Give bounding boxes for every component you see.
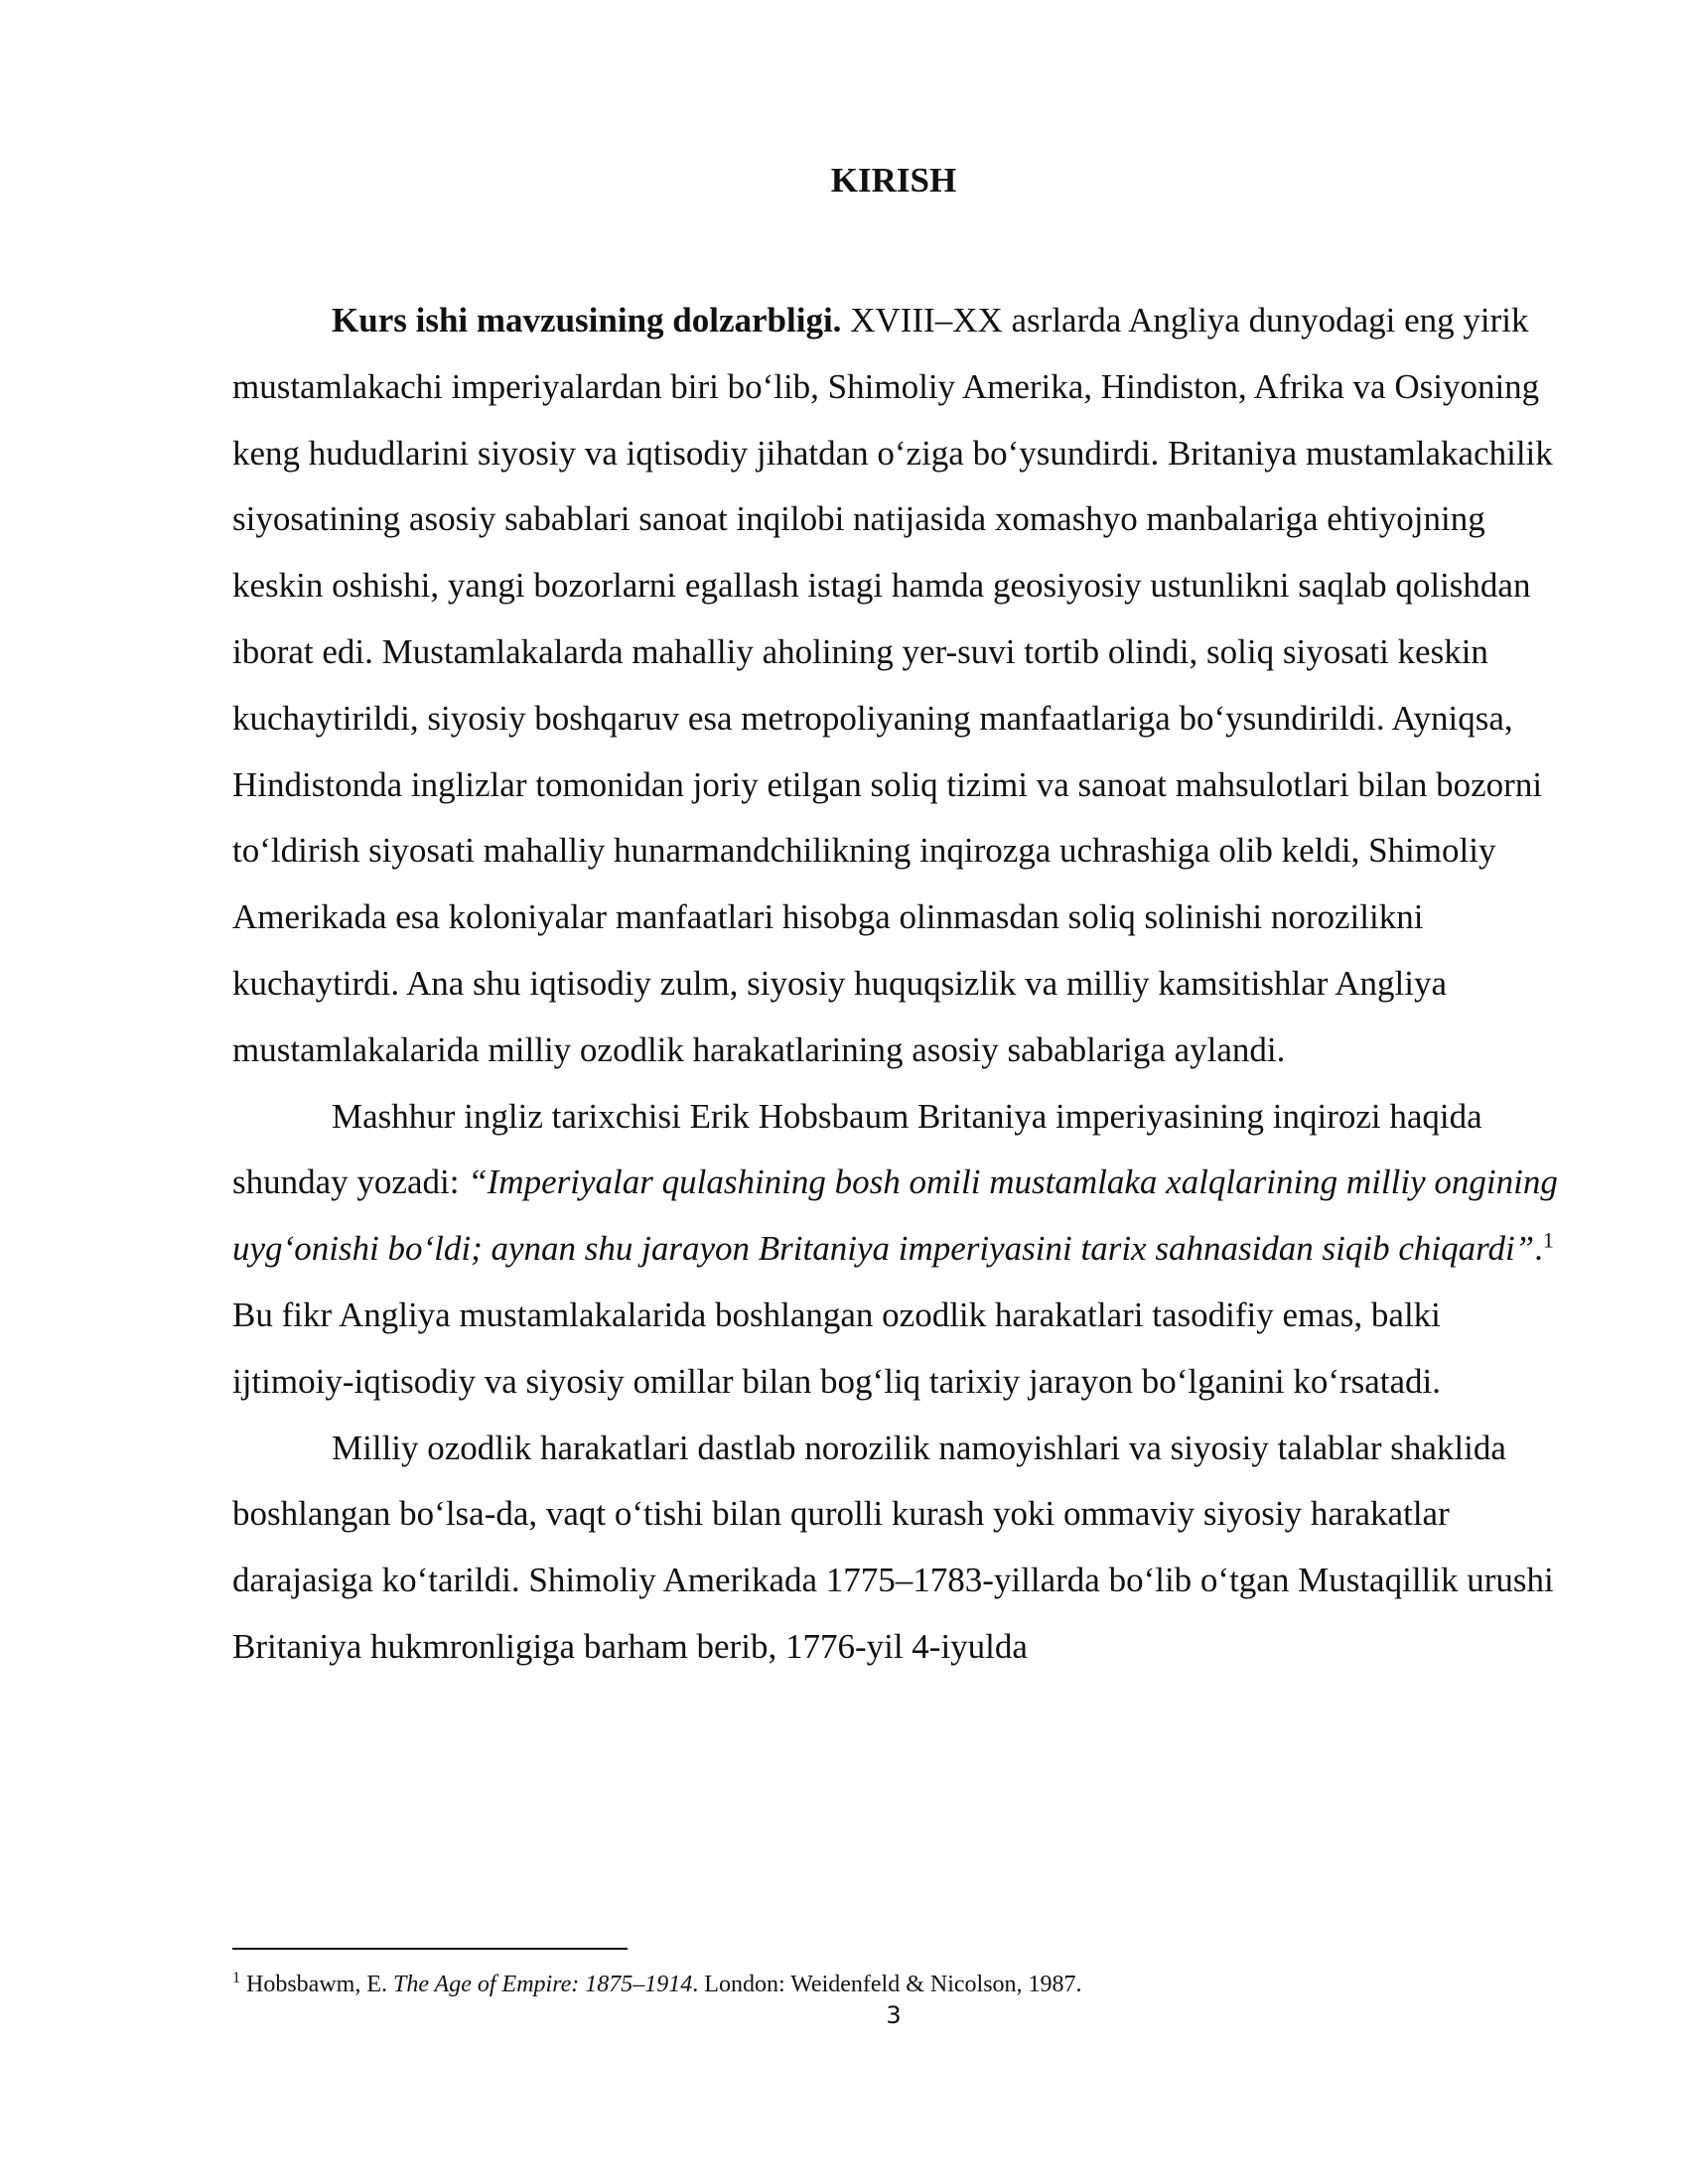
footnote-book-title: The Age of Empire: 1875–1914 — [392, 1972, 693, 1997]
paragraph-text: XVIII–XX asrlarda Angliya dunyodagi eng yirik mustamlakachi imperiyalardan biri bo‘lib, Shimoliy Amerika, Hindiston, Afrika va Osiyoning keng hududlarini siyosiy va iqtisodiy jihatdan o‘ziga bo‘ysundirdi. Britaniya mustamlakachilik siyosatining asosiy sabablari sanoat inqilobi natijasida xomashyo manbalariga ehtiyojning keskin oshishi, yangi bozorlarni egallash istagi hamda geosiyosiy ustunlikni saqlab qolishdan iborat edi. Mustamlakalarda mahalliy aholining yer-suvi tortib olindi, soliq siyosati keskin kuchaytirildi, siyosiy boshqaruv esa metropoliyaning manfaatlariga bo‘ysundirildi. Ayniqsa, Hindistonda inglizlar tomonidan joriy etilgan soliq tizimi va sanoat mahsulotlari bilan bozorni to‘ldirish siyosati mahalliy hunarmandchilikning inqirozga uchrashiga olib keldi, Shimoliy Amerikada esa koloniyalar manfaatlari hisobga olinmasdan soliq solinishi norozilikni kuchaytirdi. Ana shu iqtisodiy zulm, siyosiy huquqsizlik va milliy kamsitishlar Angliya mustamlakalarida milliy ozodlik harakatlarining asosiy sabablariga aylandi. — [232, 301, 1553, 1069]
quotation: “Imperiyalar qulashining bosh omili mustamlaka xalqlarining milliy ongining uyg‘onishi bo‘ldi; aynan shu jarayon Britaniya imperiyasini tarix sahnasidan siqib chiqardi” — [232, 1162, 1558, 1269]
footnote-reference[interactable]: 1 — [1542, 1227, 1554, 1253]
paragraph-lead: Kurs ishi mavzusining dolzarbligi. — [332, 301, 842, 340]
footnote-author: Hobsbawm, E. — [240, 1972, 393, 1997]
section-heading: KIRISH — [830, 161, 957, 200]
quote-period: . — [1534, 1229, 1543, 1269]
paragraph-hobsbawm — [232, 1084, 1563, 1416]
paragraph-movements — [232, 1416, 1563, 1681]
paragraph-relevance — [232, 288, 1563, 1084]
footnote-number: 1 — [232, 1970, 240, 1986]
page-number: 3 — [886, 2001, 902, 2029]
paragraph-text: Mashhur ingliz tarixchisi Erik Hobsbaum Britaniya imperiyasining inqirozi haqida shunday yozadi: — [232, 1096, 1482, 1202]
footnote-separator — [232, 1948, 628, 1950]
paragraph-text: Bu fikr Angliya mustamlakalarida boshlangan ozodlik harakatlari tasodifiy emas, balki ijtimoiy-iqtisodiy va siyosiy omillar bilan bog‘liq tarixiy jarayon bo‘lganini ko‘rsatadi. — [232, 1295, 1442, 1401]
footnote-publication: . London: Weidenfeld & Nicolson, 1987. — [692, 1972, 1082, 1997]
body-text — [232, 288, 1563, 1681]
footnote — [232, 1969, 1563, 2000]
paragraph-text: Milliy ozodlik harakatlari dastlab norozilik namoyishlari va siyosiy talablar shaklida boshlangan bo‘lsa-da, vaqt o‘tishi bilan qurolli kurash yoki ommaviy siyosiy harakatlar darajasiga ko‘tarildi. Shimoliy Amerikada 1775–1783-yillarda bo‘lib o‘tgan Mustaqillik urushi Britaniya hukmronligiga barham berib, 1776-yil 4-iyulda — [232, 1428, 1554, 1666]
